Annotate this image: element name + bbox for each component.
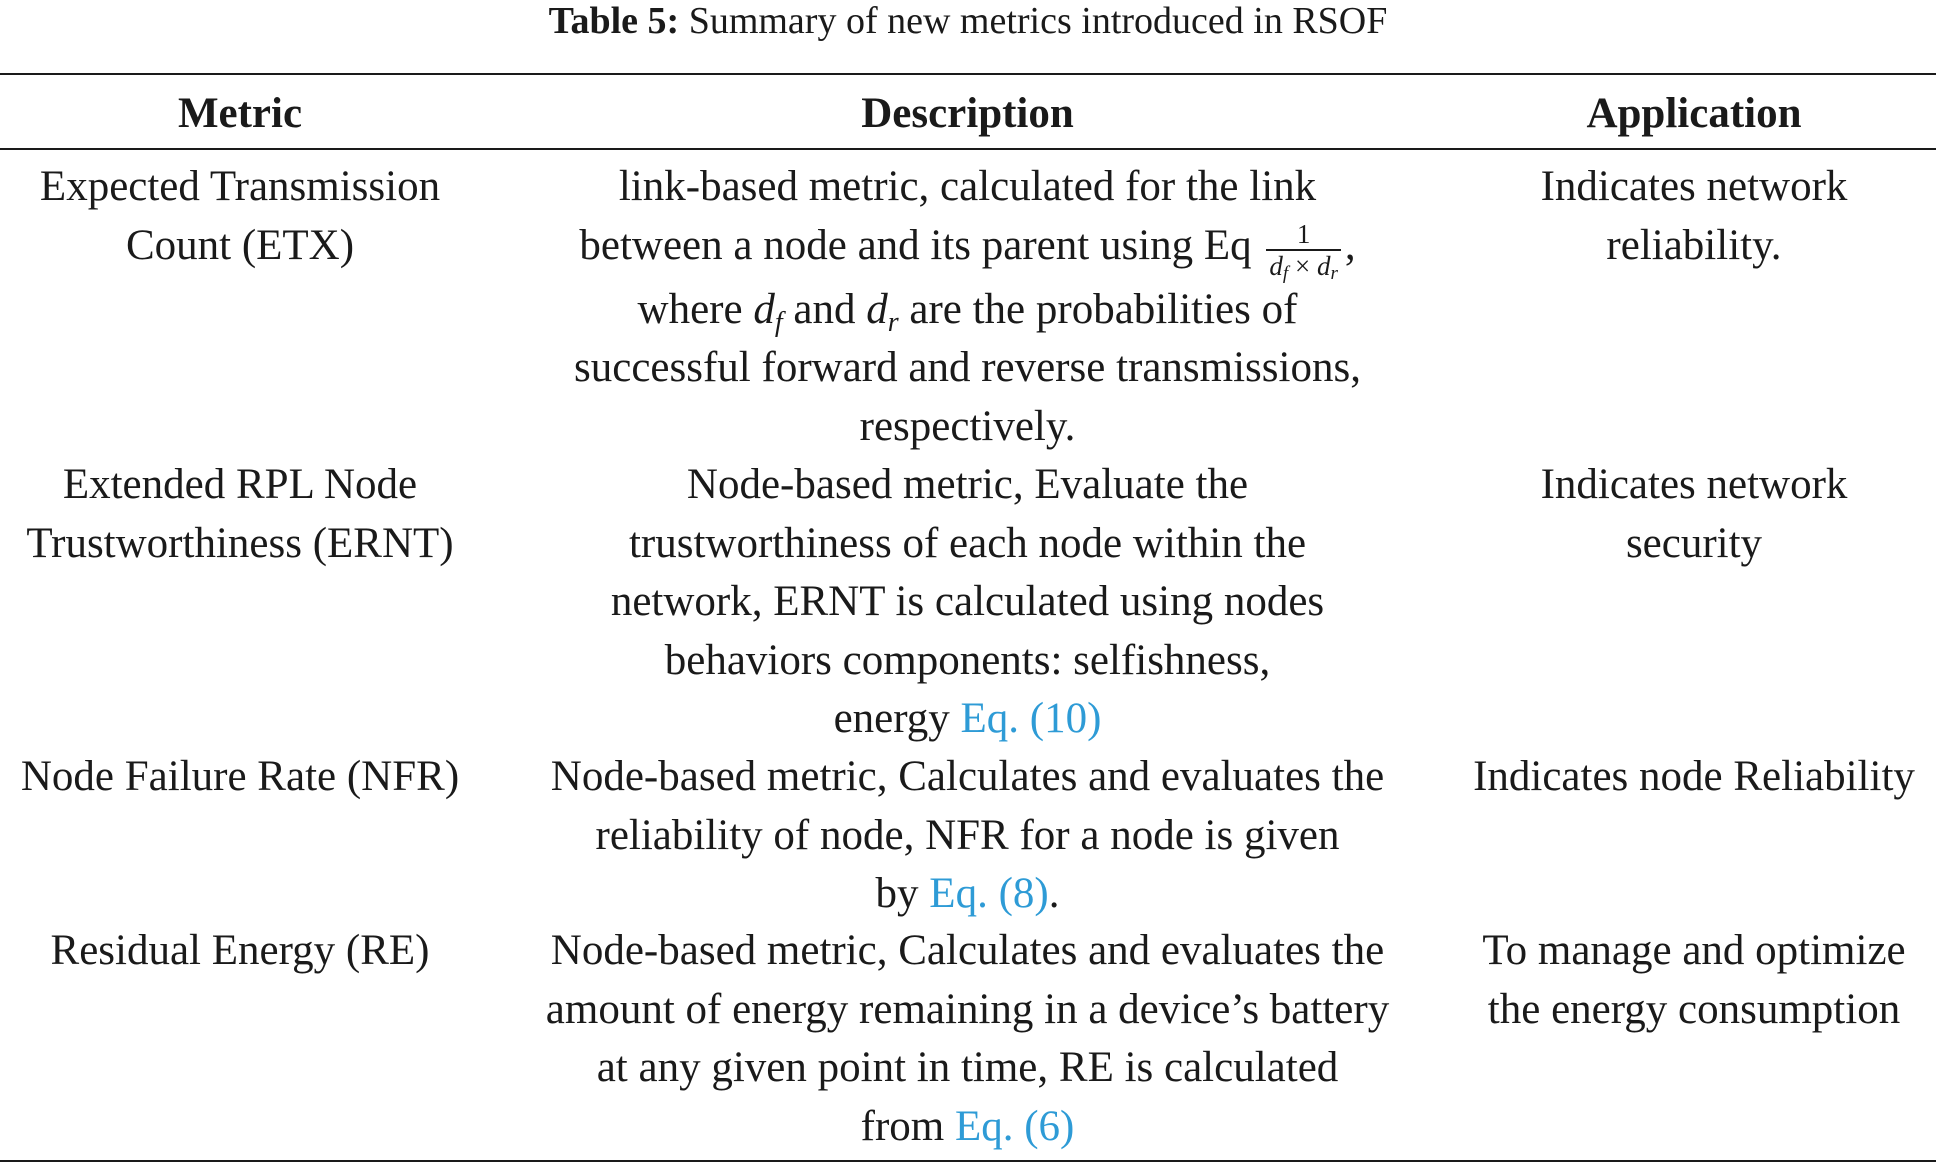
- equation-link[interactable]: Eq. (6): [954, 1102, 1075, 1150]
- application-line: Indicates network: [1540, 163, 1848, 210]
- description-line: behaviors components: selfishness,: [664, 636, 1271, 684]
- application-line: security: [1625, 519, 1763, 567]
- metric-line: Residual Energy (RE): [50, 927, 430, 974]
- metric-line: Node Failure Rate (NFR): [20, 753, 460, 800]
- application-cell: [1452, 922, 1936, 1039]
- description-cell: [505, 456, 1430, 749]
- description-line: network, ERNT is calculated using nodes: [610, 578, 1325, 625]
- application-line: Indicates node Reliability: [1473, 753, 1915, 800]
- description-line: reliability of node, NFR for a node is given: [595, 811, 1340, 859]
- metric-cell: [0, 158, 480, 275]
- description-line: Node-based metric, Calculates and evaluates the: [550, 927, 1385, 974]
- metric-cell: [0, 456, 480, 573]
- metric-line: Trustworthiness (ERNT): [26, 519, 454, 567]
- metric-line: Expected Transmission: [39, 163, 441, 210]
- application-line: To manage and optimize: [1482, 927, 1906, 974]
- application-line: the energy consumption: [1487, 985, 1901, 1033]
- description-cell: [505, 922, 1430, 1156]
- header-metric: Metric: [177, 90, 303, 137]
- description-line: by Eq. (8).: [875, 870, 1060, 917]
- description-line: between a node and its parent using Eq $\frac{1}{d_f \times d_r}$ ,: [579, 218, 1356, 284]
- table-title: Summary of new metrics introduced in RSOF: [688, 0, 1388, 42]
- description-cell: [505, 158, 1430, 456]
- metric-line: Extended RPL Node: [62, 461, 418, 508]
- application-line: Indicates network: [1540, 461, 1848, 508]
- description-line: Node-based metric, Calculates and evaluates the: [550, 753, 1385, 800]
- description-line: link-based metric, calculated for the link: [618, 163, 1317, 210]
- table-caption: [0, 0, 1936, 46]
- header-description: Description: [861, 90, 1074, 137]
- metric-cell: [0, 922, 480, 981]
- description-line: at any given point in time, RE is calculated: [596, 1044, 1339, 1091]
- application-cell: [1452, 456, 1936, 573]
- equation-link[interactable]: Eq. (10): [960, 695, 1102, 742]
- bottom-rule: [0, 1160, 1936, 1162]
- description-line: amount of energy remaining in a device’s battery: [545, 985, 1390, 1033]
- table-label: Table 5:: [548, 0, 680, 42]
- math-var: $d_f$: [753, 285, 783, 338]
- application-cell: [1452, 158, 1936, 275]
- metric-cell: [0, 748, 480, 807]
- equation-link[interactable]: Eq. (8): [929, 870, 1049, 917]
- application-cell: [1452, 748, 1936, 807]
- etx-formula: $\frac{1}{d_f \times d_r}$: [1266, 219, 1340, 281]
- description-line: Node-based metric, Evaluate the: [686, 461, 1249, 508]
- math-var: $d_r$: [866, 285, 899, 338]
- description-line: where $d_f$ and $d_r$ are the probabilities of: [637, 285, 1298, 338]
- description-line: energy Eq. (10): [833, 695, 1102, 742]
- top-rule: [0, 73, 1936, 75]
- description-line: successful forward and reverse transmissions,: [574, 344, 1361, 391]
- description-cell: [505, 748, 1430, 924]
- application-line: reliability.: [1606, 221, 1782, 269]
- description-line: from Eq. (6): [860, 1102, 1075, 1150]
- header-application: Application: [1586, 90, 1802, 137]
- metric-line: Count (ETX): [125, 221, 355, 269]
- description-line: trustworthiness of each node within the: [628, 519, 1307, 567]
- header-rule: [0, 148, 1936, 150]
- description-line: respectively.: [859, 402, 1076, 450]
